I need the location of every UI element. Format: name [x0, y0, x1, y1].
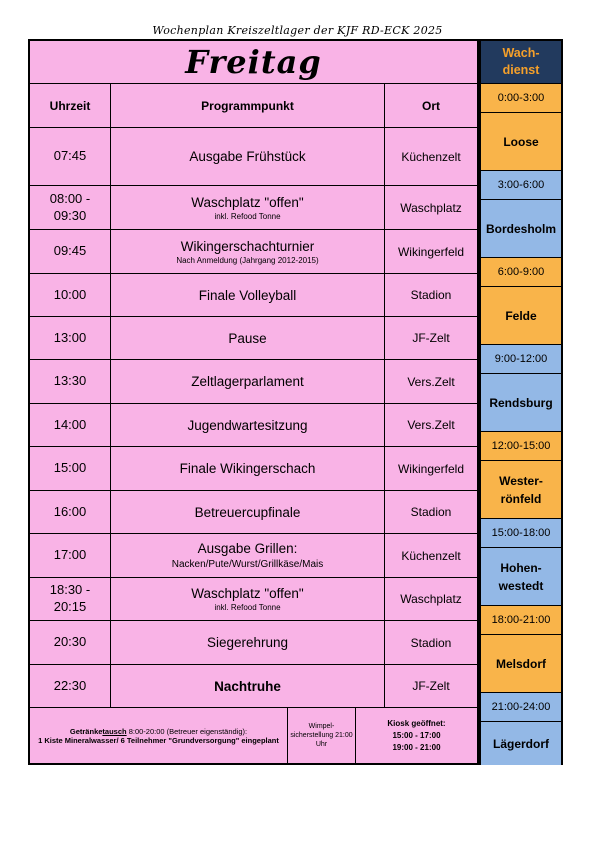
guard-duty-column	[479, 39, 563, 765]
row-location: Wikingerfeld	[397, 461, 465, 476]
row-time: 10:00	[30, 274, 111, 316]
kiosk-time-2: 19:00 - 21:00	[392, 742, 441, 752]
guard-duty-team: Lägerdorf	[481, 722, 561, 765]
row-time: 07:45	[30, 128, 111, 185]
table-row	[30, 404, 477, 447]
row-location: Vers.Zelt	[407, 418, 455, 432]
drinks-underlined: tausch	[102, 726, 127, 736]
drinks-rest: 8:00-20:00 (Betreuer eigenständig):	[126, 726, 248, 736]
table-row	[30, 621, 477, 665]
table-row	[30, 491, 477, 534]
row-program	[111, 360, 385, 403]
row-time: 17:00	[30, 534, 111, 577]
row-program	[111, 447, 385, 490]
row-program	[111, 274, 385, 316]
guard-duty-team: Melsdorf	[481, 635, 561, 693]
row-time: 16:00	[30, 491, 111, 533]
row-location: Stadion	[410, 635, 452, 650]
table-row	[30, 665, 477, 708]
program-title: Finale Volleyball	[198, 287, 297, 303]
program-subtitle: Nach Anmeldung (Jahrgang 2012-2015)	[176, 255, 319, 265]
program-title: Zeltlagerparlament	[191, 374, 304, 389]
row-program	[111, 491, 385, 533]
table-row	[30, 274, 477, 317]
guard-duty-header	[481, 41, 561, 84]
program-title: Finale Wikingerschach	[179, 461, 316, 476]
guard-duty-time: 18:00-21:00	[481, 606, 561, 635]
program-subtitle: Nacken/Pute/Wurst/Grillkäse/Mais	[171, 559, 324, 570]
schedule-table	[28, 39, 479, 765]
kiosk-time-1: 15:00 - 17:00	[392, 730, 441, 740]
guard-duty-time: 21:00-24:00	[481, 693, 561, 722]
guard-duty-team: Felde	[481, 287, 561, 345]
guard-duty-time: 9:00-12:00	[481, 345, 561, 374]
document-title: Wochenplan Kreiszeltlager der KJF RD-ECK 2025	[152, 24, 443, 37]
row-program	[111, 230, 385, 273]
table-row	[30, 317, 477, 360]
program-subtitle: inkl. Refood Tonne	[214, 211, 281, 221]
program-title: Waschplatz "offen"	[191, 586, 304, 601]
row-location: Stadion	[410, 288, 452, 302]
guard-duty-title-1: Wach-	[502, 45, 540, 60]
program-subtitle: inkl. Refood Tonne	[214, 603, 281, 612]
row-program	[111, 128, 385, 185]
row-program	[111, 665, 385, 707]
col-header-program: Programmpunkt	[111, 84, 385, 127]
row-location: JF-Zelt	[412, 679, 450, 693]
col-header-location: Ort	[422, 98, 440, 113]
guard-duty-team: Loose	[481, 113, 561, 171]
guard-duty-time: 3:00-6:00	[481, 171, 561, 200]
row-program	[111, 317, 385, 359]
row-location: Küchenzelt	[401, 548, 461, 563]
program-title: Waschplatz "offen"	[191, 194, 304, 210]
guard-duty-title-2: dienst	[502, 63, 540, 77]
row-program	[111, 578, 385, 620]
table-row	[30, 186, 477, 230]
guard-duty-team: Hohen- westedt	[481, 548, 561, 606]
table-header	[30, 84, 477, 128]
program-title: Pause	[228, 330, 267, 346]
kiosk-info	[356, 708, 477, 763]
row-time: 08:00 - 09:30	[30, 186, 111, 229]
row-time: 14:00	[30, 404, 111, 446]
table-footer	[30, 708, 477, 763]
table-row	[30, 447, 477, 491]
row-time: 09:45	[30, 230, 111, 273]
row-location: Waschplatz	[400, 592, 462, 606]
row-location: Vers.Zelt	[407, 374, 455, 389]
guard-duty-time: 6:00-9:00	[481, 258, 561, 287]
wimpel-info: Wimpel- sicherstellung 21:00 Uhr	[288, 708, 356, 763]
row-time: 22:30	[30, 665, 111, 707]
table-row	[30, 128, 477, 186]
row-time: 20:30	[30, 621, 111, 664]
guard-duty-team: Wester- rönfeld	[481, 461, 561, 519]
col-header-time: Uhrzeit	[30, 84, 111, 127]
table-row	[30, 230, 477, 274]
program-title: Betreuercupfinale	[194, 504, 301, 520]
row-program	[111, 186, 385, 229]
guard-duty-time: 12:00-15:00	[481, 432, 561, 461]
guard-duty-team: Rendsburg	[481, 374, 561, 432]
row-program	[111, 534, 385, 577]
row-location: Küchenzelt	[401, 149, 461, 164]
row-program	[111, 404, 385, 446]
table-row	[30, 578, 477, 621]
guard-duty-team: Bordesholm	[481, 200, 561, 258]
row-time: 13:00	[30, 317, 111, 359]
drinks-info	[30, 708, 288, 763]
row-location: Waschplatz	[400, 200, 462, 215]
program-title: Ausgabe Frühstück	[189, 149, 306, 164]
row-location: Stadion	[410, 505, 452, 519]
row-time: 18:30 - 20:15	[30, 578, 111, 620]
program-title: Ausgabe Grillen:	[197, 541, 298, 556]
kiosk-title: Kiosk geöffnet:	[387, 718, 446, 728]
row-time: 13:30	[30, 360, 111, 403]
table-row	[30, 360, 477, 404]
program-title: Siegerehrung	[206, 635, 289, 650]
row-location: Wikingerfeld	[397, 244, 465, 259]
drinks-prefix: Getränke	[69, 726, 103, 736]
guard-duty-time: 0:00-3:00	[481, 84, 561, 113]
drinks-line-2: 1 Kiste Mineralwasser/ 6 Teilnehmer "Grundversorgung" eingeplant	[38, 735, 279, 745]
program-title: Nachtruhe	[214, 678, 281, 694]
day-heading: Freitag	[30, 41, 477, 84]
table-row	[30, 534, 477, 578]
row-location: JF-Zelt	[412, 331, 450, 345]
row-program	[111, 621, 385, 664]
guard-duty-time: 15:00-18:00	[481, 519, 561, 548]
row-time: 15:00	[30, 447, 111, 490]
program-title: Wikingerschachturnier	[180, 238, 315, 254]
program-title: Jugendwartesitzung	[187, 417, 308, 433]
drinks-line-1	[70, 727, 247, 736]
